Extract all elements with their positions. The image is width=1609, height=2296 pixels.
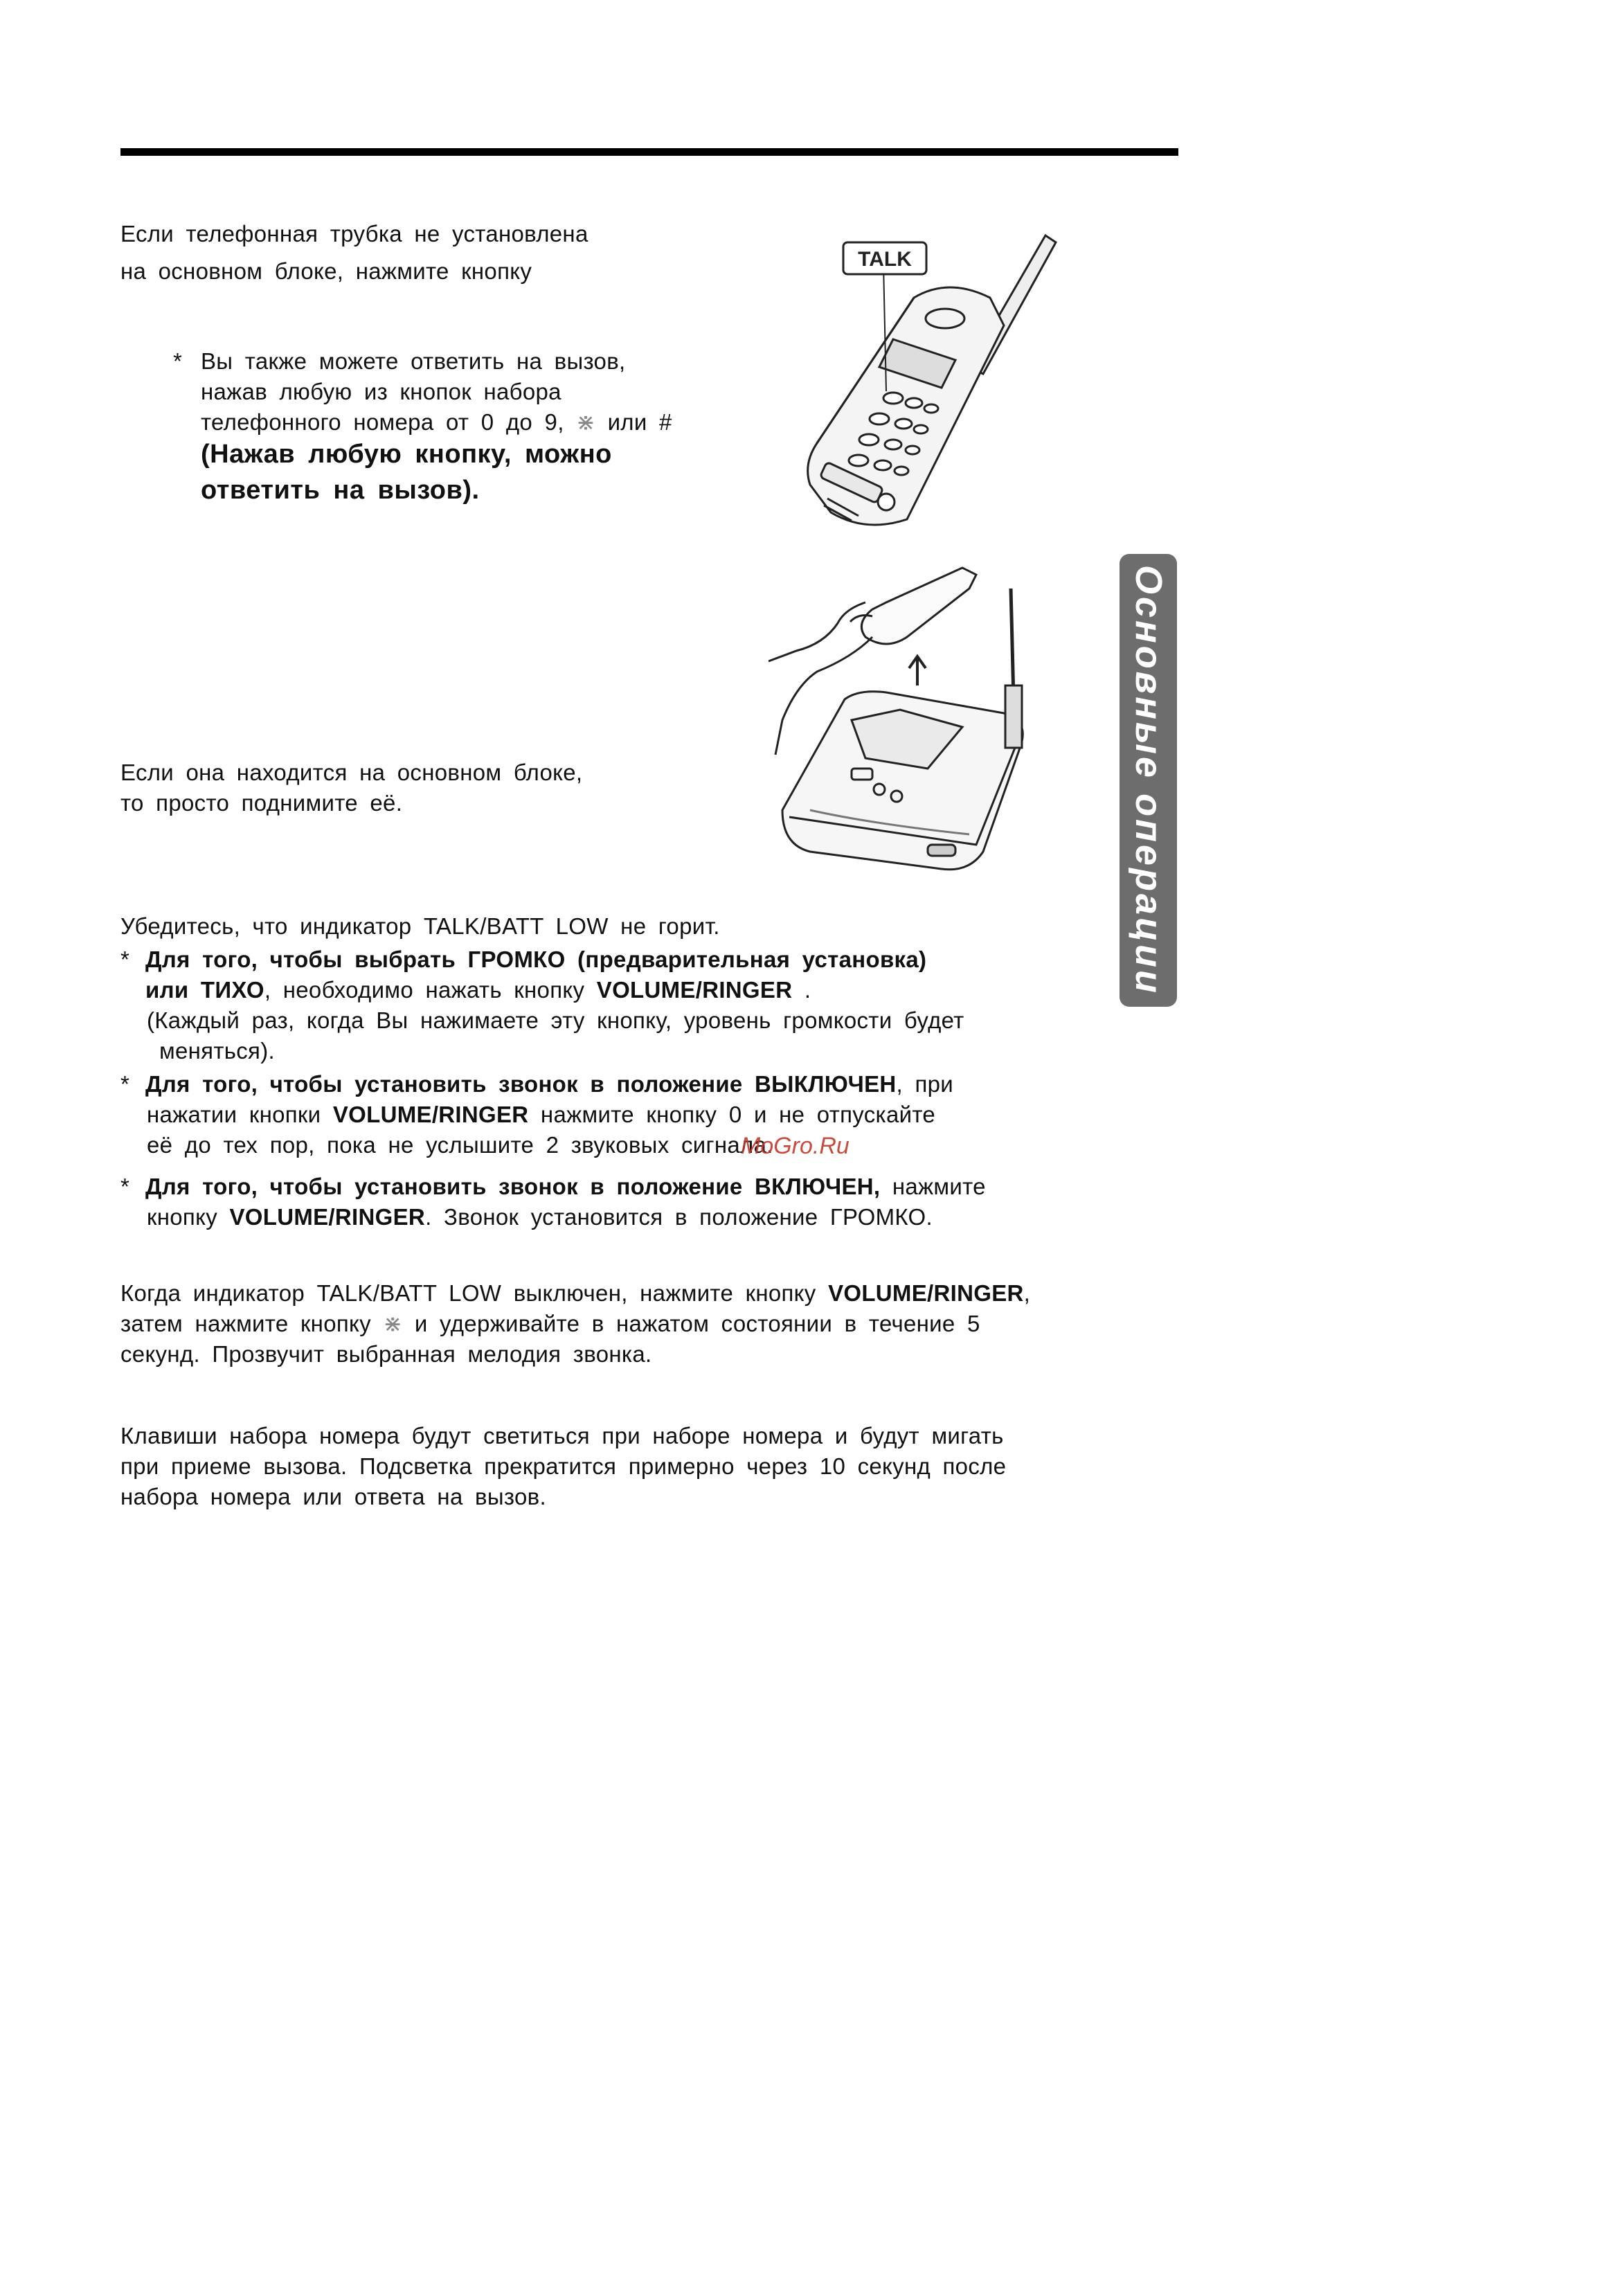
bullet3-bold2: VOLUME/RINGER xyxy=(229,1204,426,1230)
bullet2-star: * xyxy=(120,1071,130,1097)
bullet3-text2: . Звонок установится в положение ГРОМКО. xyxy=(425,1204,933,1230)
bullet3-line1 xyxy=(145,1172,986,1202)
base-unit-illustration xyxy=(768,561,1045,893)
talk-button-label: TALK xyxy=(858,248,912,271)
bullet1-star: * xyxy=(120,947,130,972)
note1-line3-post: или # xyxy=(607,409,672,435)
p4-end1: , xyxy=(1023,1280,1031,1306)
section-side-tab xyxy=(1120,554,1177,1007)
bullet2-bold1: Для того, чтобы установить звонок в положение ВЫКЛЮЧЕН xyxy=(145,1071,897,1097)
p2-line2: то просто поднимите её. xyxy=(120,790,403,816)
bullet3-bold1: Для того, чтобы установить звонок в положение ВКЛЮЧЕН, xyxy=(145,1174,881,1199)
bullet1-bold2: или ТИХО xyxy=(145,977,264,1003)
star-key-icon: ⋇ xyxy=(576,409,596,435)
bullet1-bold3: VOLUME/RINGER xyxy=(596,977,793,1003)
p4-line3: секунд. Прозвучит выбранная мелодия звонка. xyxy=(120,1341,652,1367)
bullet1-bold1: Для того, чтобы выбрать ГРОМКО (предварительная установка) xyxy=(145,947,927,972)
p4-line1 xyxy=(120,1278,1030,1309)
bullet1-line2 xyxy=(145,975,811,1005)
star-key-icon: ⋇ xyxy=(383,1311,403,1336)
bullet2-pre2: нажатии кнопки xyxy=(147,1102,321,1127)
bullet1-end2: . xyxy=(792,977,811,1003)
p5-line2: при приеме вызова. Подсветка прекратится примерно через 10 секунд после xyxy=(120,1453,1007,1479)
p2-line1: Если она находится на основном блоке, xyxy=(120,760,583,785)
bullet2-text1: , при xyxy=(896,1071,954,1097)
note1-bold2: ответить на вызов). xyxy=(201,476,480,505)
bullet2-bold2: VOLUME/RINGER xyxy=(332,1102,529,1127)
note1-line3 xyxy=(201,407,672,438)
p4-bold1: VOLUME/RINGER xyxy=(828,1280,1024,1306)
top-rule xyxy=(120,148,1178,156)
bullet2-line1 xyxy=(145,1069,953,1100)
p4-pre1: Когда индикатор TALK/BATT LOW выключен, нажмите кнопку xyxy=(120,1280,816,1306)
note1-line3-pre: телефонного номера от 0 до 9, xyxy=(201,409,564,435)
note1-line2: нажав любую из кнопок набора xyxy=(201,379,561,404)
bullet2-line2 xyxy=(147,1100,935,1130)
p4-pre2: затем нажмите кнопку xyxy=(120,1311,371,1336)
p4-line2 xyxy=(120,1309,980,1339)
bullet3-pre2: кнопку xyxy=(147,1204,217,1230)
p4-post2: и удерживайте в нажатом состоянии в течение 5 xyxy=(414,1311,980,1336)
p1-line1: Если телефонная трубка не установлена xyxy=(120,221,588,246)
p3: Убедитесь, что индикатор TALK/BATT LOW не горит. xyxy=(120,913,720,939)
bullet1-line3: (Каждый раз, когда Вы нажимаете эту кнопку, уровень громкости будет xyxy=(147,1007,964,1033)
bullet3-line2 xyxy=(147,1202,933,1232)
handset-illustration xyxy=(755,222,1087,533)
note1-bold1: (Нажав любую кнопку, можно xyxy=(201,440,612,469)
bullet3-text1: нажмите xyxy=(892,1174,986,1199)
note1-star: * xyxy=(173,348,183,374)
p5-line1: Клавиши набора номера будут светиться при наборе номера и будут мигать xyxy=(120,1423,1004,1449)
note1-line1: Вы также можете ответить на вызов, xyxy=(201,348,626,374)
bullet3-star: * xyxy=(120,1174,130,1199)
bullet2-line3: её до тех пор, пока не услышите 2 звуковых сигнала. xyxy=(147,1132,773,1158)
watermark: MoGro.Ru xyxy=(741,1133,850,1159)
bullet1-text2: , необходимо нажать кнопку xyxy=(264,977,585,1003)
section-side-tab-label: Основные операции xyxy=(1127,565,1169,996)
p1-line2: на основном блоке, нажмите кнопку xyxy=(120,258,532,284)
bullet2-text2: нажмите кнопку 0 и не отпускайте xyxy=(540,1102,936,1127)
p5-line3: набора номера или ответа на вызов. xyxy=(120,1484,546,1509)
bullet1-line4: меняться). xyxy=(159,1038,275,1064)
